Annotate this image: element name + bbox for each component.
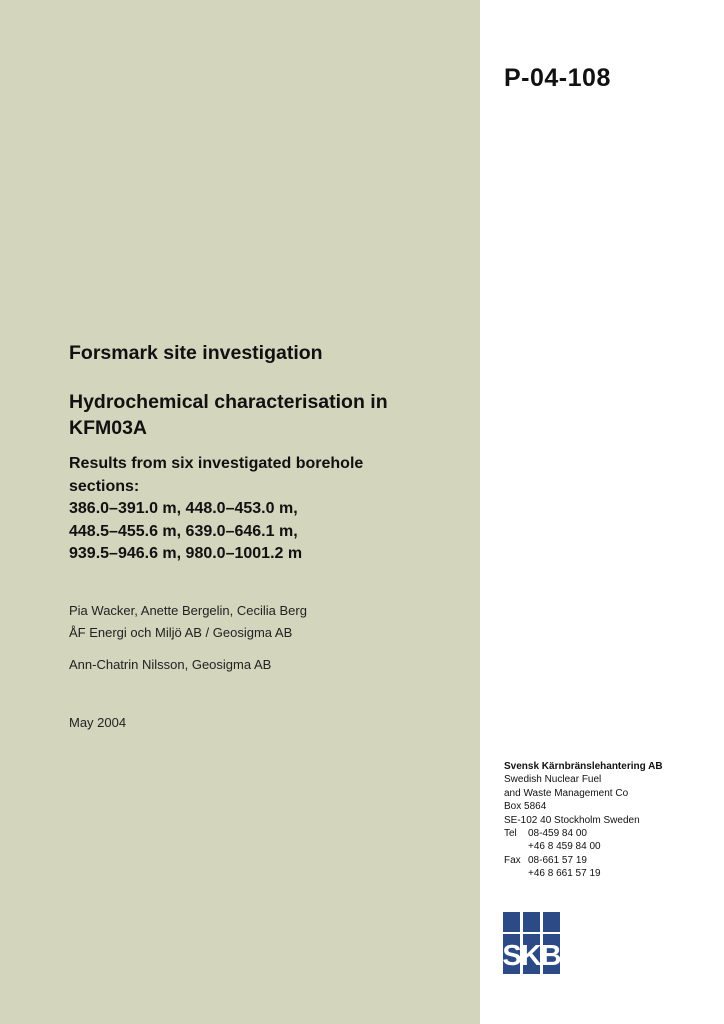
author-names: Pia Wacker, Anette Bergelin, Cecilia Berg [69, 603, 307, 618]
subtitle-line: 939.5–946.6 m, 980.0–1001.2 m [69, 545, 303, 562]
series-title: Forsmark site investigation [69, 342, 323, 364]
logo-text: SKB [503, 940, 560, 972]
publication-date: May 2004 [69, 715, 127, 730]
report-number: P-04-108 [504, 64, 611, 92]
subtitle [69, 453, 469, 566]
subtitle-line: Results from six investigated borehole [69, 455, 364, 472]
fax-number-intl: +46 8 661 57 19 [528, 868, 601, 880]
main-title-line: Hydrochemical characterisation in [69, 391, 388, 413]
author-affiliation: ÅF Energi och Miljö AB / Geosigma AB [69, 625, 293, 640]
phone-row [504, 827, 663, 840]
main-title [69, 389, 459, 441]
publisher-name: Svensk Kärnbränslehantering AB [504, 761, 663, 772]
phone-label: Tel [504, 828, 517, 840]
fax-row [504, 854, 663, 867]
skb-logo [503, 912, 560, 974]
second-author: Ann-Chatrin Nilsson, Geosigma AB [69, 657, 272, 672]
publisher-address [504, 760, 663, 881]
phone-number-intl: +46 8 459 84 00 [528, 841, 601, 853]
address-line: and Waste Management Co [504, 787, 629, 799]
address-line: Swedish Nuclear Fuel [504, 774, 602, 786]
authors [69, 600, 307, 644]
subtitle-line: 448.5–455.6 m, 639.0–646.1 m, [69, 522, 298, 540]
fax-label: Fax [504, 854, 521, 866]
main-title-line: KFM03A [69, 417, 148, 439]
phone-number: 08-459 84 00 [528, 828, 587, 840]
subtitle-line: 386.0–391.0 m, 448.0–453.0 m, [69, 500, 298, 517]
subtitle-line: sections: [69, 477, 140, 495]
fax-number: 08-661 57 19 [528, 854, 587, 866]
address-line: SE-102 40 Stockholm Sweden [504, 814, 640, 826]
address-line: Box 5864 [504, 801, 547, 813]
